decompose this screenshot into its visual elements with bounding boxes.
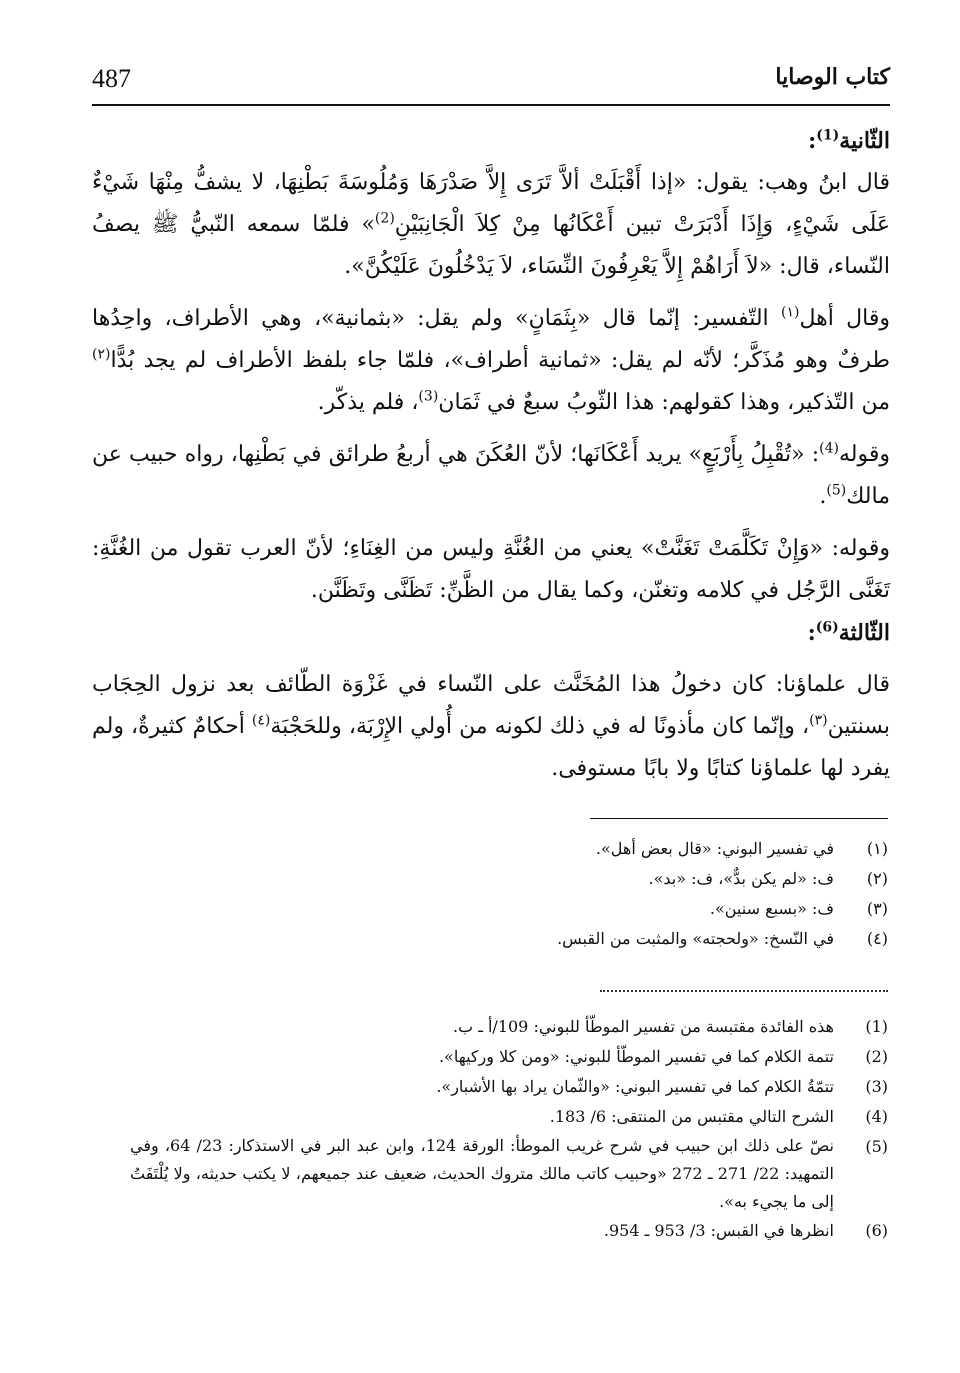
footnote-item: (2) تتمة الكلام كما في تفسير الموطّأ للبوني: «ومن كلا وركيها». xyxy=(438,1047,888,1066)
footnote-item: (4) الشرح التالي مقتبس من المنتقى: 6/ 183. xyxy=(549,1107,888,1126)
section-heading-second: الثّانية$^{(1)}$: xyxy=(808,127,890,154)
footnote-dotted-separator xyxy=(600,990,888,992)
paragraph-3: وقوله$^{(4)}$: «تُقْبِلُ بِأَرْبَعٍ» يريد أَعْكَانَها؛ لأنّ العُكَنَ هي أربعُ طرائق في بَطْنِها، رواه حبيب عن مالك$^{(5)}$. xyxy=(92,440,890,509)
footnote-item: (3) تتمّةُ الكلام كما في تفسير البوني: «والثّمان يراد بها الأشبار». xyxy=(436,1077,888,1096)
footnote-item: (٤) في النّسخ: «ولحجته» والمثبت من القبس. xyxy=(557,929,888,948)
main-text xyxy=(92,120,890,790)
footnote-item: (١) في تفسير البوني: «قال بعض أهل». xyxy=(595,839,888,858)
page-number: 487 xyxy=(92,64,131,93)
header-rule xyxy=(92,104,890,106)
paragraph-5: قال علماؤنا: كان دخولُ هذا المُخَنَّث على النّساء في غَزْوَة الطّائف بعد نزول الحِجَاب بسنتين$^{(٣)}$، وإنّما كان مأذونًا له في ذلك لكونه من أُولي الإِرْبَة، وللحَجْبَة$^{(٤)}$ أحكامٌ كثيرةٌ، ولم يفرد لها علماؤنا كتابًا ولا بابًا مستوفى. xyxy=(92,672,890,781)
footnote-item: (٢) ف: «لم يكن بدٌّ»، ف: «بد». xyxy=(648,869,888,888)
running-title: كتاب الوصايا xyxy=(775,64,890,90)
section-heading-third: الثّالثة$^{(6)}$: xyxy=(807,619,890,646)
paragraph-1: قال ابنُ وهب: يقول: «إذا أَقْبَلَتْ ألاَّ تَرَى إِلاَّ صَدْرَهَا وَمُلُوسَةَ بَطْنِهَا، لا يشفُّ مِنْهَا شَيْءٌ عَلَى شَيْءٍ، وَإِذَا أَدْبَرَتْ تبين أَعْكَانُها مِنْ كِلاَ الْجَانِبَيْنِ$^{(2)}$» فلمّا سمعه النّبيُّ ﷺ يصفُ النّساء، قال: «لاَ أَرَاهُمْ إِلاَّ يَعْرِفُونَ النِّسَاء، لاَ يَدْخُلُونَ عَلَيْكُنَّ». xyxy=(92,170,890,279)
editor-footnotes xyxy=(130,834,888,954)
footnote-item: (5) نصّ على ذلك ابن حبيب في شرح غريب الموطأ: الورقة 124، وابن عبد البر في الاستذكار: 23/ 64، وفي التمهيد: 22/ 271 ـ 272 «وحبيب كاتب مالك متروك الحديث، ضعيف عند جميعهم، لا يكتب حديثه، ولا يُلْتَفَتُ إلى ما يجيء به». xyxy=(130,1136,888,1211)
footnote-item: (1) هذه الفائدة مقتبسة من تفسير الموطّأ للبوني: 109/أ ـ ب. xyxy=(452,1017,888,1036)
source-footnotes xyxy=(130,1012,888,1246)
footnote-rule xyxy=(590,818,888,819)
paragraph-2: وقال أهل$^{(١)}$ التّفسير: إنّما قال «بِثَمَانٍ» ولم يقل: «بثمانية»، وهي الأطراف، واحِدُها طرفٌ وهو مُذَكَّر؛ لأنّه لم يقل: «ثمانية أطراف»، فلمّا جاء بلفظ الأطراف لم يجد بُدًّا$^{(٢)}$ من التّذكير، وهذا كقولهم: هذا الثّوبُ سبعٌ في ثَمَان$^{(3)}$، فلم يذكّر. xyxy=(92,304,890,415)
footnote-item: (٣) ف: «بسبع سنين». xyxy=(709,899,888,918)
page-header xyxy=(92,62,890,102)
paragraph-4: وقوله: «وَإِنْ تَكَلَّمَتْ تَغَنَّتْ» يعني من الغُنَّةِ وليس من الغِنَاءِ؛ لأنّ العرب تقول من الغُنَّةِ: تَغَنَّى الرَّجُل في كلامه وتغنّن، وكما يقال من الظَّنِّ: تَظَنَّى وتَظَنَّن. xyxy=(92,536,890,603)
footnote-item: (6) انظرها في القبس: 3/ 953 ـ 954. xyxy=(603,1221,888,1240)
